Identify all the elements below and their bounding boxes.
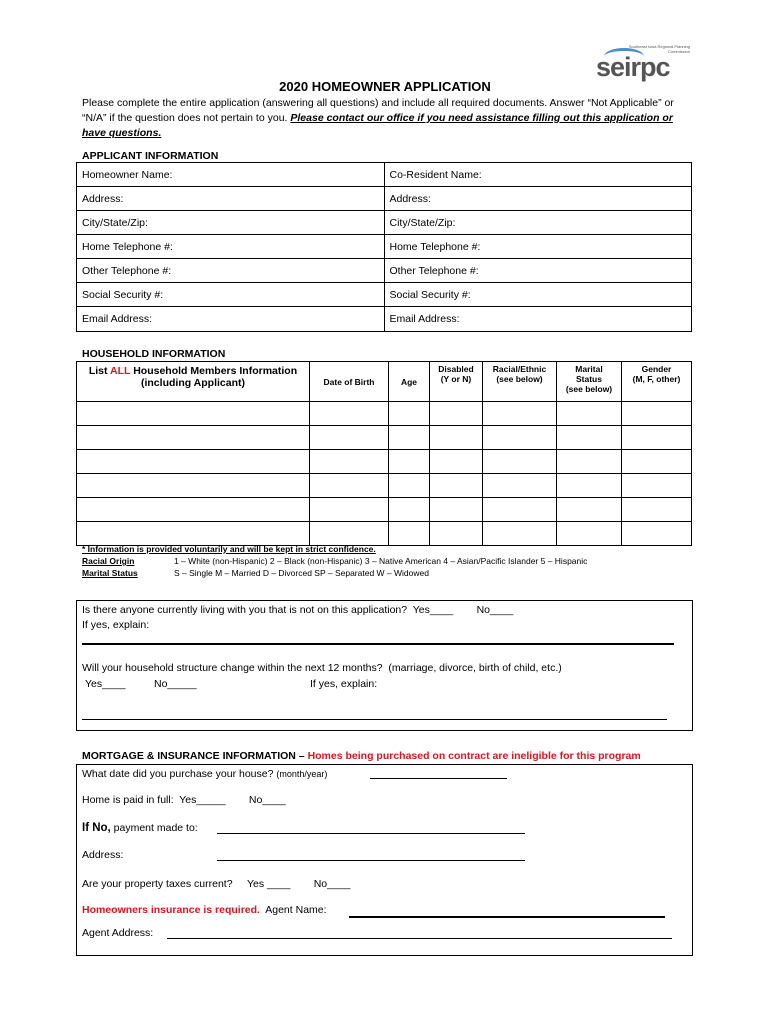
agent-address-line[interactable] — [167, 938, 672, 939]
page-title: 2020 HOMEOWNER APPLICATION — [279, 79, 491, 94]
agent-name-line[interactable] — [349, 916, 665, 918]
col-race-l1: Racial/Ethnic — [492, 364, 547, 374]
household-cell[interactable] — [77, 402, 310, 426]
household-cell[interactable] — [483, 498, 557, 522]
co-resident-field[interactable]: Address: — [384, 187, 692, 211]
mortgage-heading-text: MORTGAGE & INSURANCE INFORMATION – — [82, 750, 305, 762]
household-cell[interactable] — [483, 474, 557, 498]
if-no-label: If No, — [82, 822, 111, 834]
household-cell[interactable] — [557, 498, 622, 522]
applicant-row — [77, 163, 692, 187]
payment-made-to-label — [82, 822, 198, 834]
homeowner-field[interactable]: Social Security #: — [77, 283, 385, 307]
household-cell[interactable] — [622, 522, 692, 546]
household-cell[interactable] — [77, 450, 310, 474]
q2-yes: Yes____ — [85, 678, 126, 690]
household-notes — [82, 543, 587, 579]
household-cell[interactable] — [622, 498, 692, 522]
col-marital-l3: (see below) — [565, 384, 613, 394]
applicant-table — [76, 162, 692, 332]
agent-name-label: Agent Name: — [265, 904, 327, 916]
col-age: Age — [389, 362, 430, 402]
household-cell[interactable] — [430, 474, 483, 498]
logo-tagline: Southeast Iowa Regional Planning Commission — [628, 44, 690, 54]
voluntary-note: * Information is provided voluntarily and will be kept in strict confidence. — [82, 544, 376, 554]
col-disabled-l1: Disabled — [438, 364, 474, 374]
payee-address-line[interactable] — [217, 860, 525, 861]
mortgage-heading-warning: Homes being purchased on contract are ineligible for this program — [307, 750, 641, 762]
household-cell[interactable] — [310, 498, 389, 522]
applicant-row — [77, 211, 692, 235]
intro-text: Please complete the entire application (answering all questions) and include all required documents. Answer “Not Applicable” or “N/A” if the question does not pertain to you. — [82, 97, 674, 124]
household-cell[interactable] — [622, 474, 692, 498]
applicant-row — [77, 283, 692, 307]
household-cell[interactable] — [77, 498, 310, 522]
household-cell[interactable] — [557, 450, 622, 474]
col-members-info: Household Members Information — [133, 365, 298, 377]
marital-status-values: S – Single M – Married D – Divorced SP – Separated W – Widowed — [174, 568, 429, 578]
logo-wordmark: seirpc — [596, 52, 670, 82]
q2-structure-change: Will your household structure change within the next 12 months? (marriage, divorce, birth of child, etc.) — [82, 662, 562, 674]
col-members-list: List — [88, 365, 108, 377]
agent-address-label: Agent Address: — [82, 927, 154, 939]
payment-made-to-line[interactable] — [217, 833, 525, 834]
household-cell[interactable] — [430, 426, 483, 450]
household-cell[interactable] — [310, 402, 389, 426]
col-members-incl: (including Applicant) — [140, 377, 245, 389]
household-cell[interactable] — [310, 450, 389, 474]
household-member-row — [77, 450, 692, 474]
household-cell[interactable] — [622, 450, 692, 474]
household-cell[interactable] — [483, 522, 557, 546]
col-dob: Date of Birth — [310, 362, 389, 402]
col-gender-l2: (M, F, other) — [632, 374, 681, 384]
homeowner-field[interactable]: Other Telephone #: — [77, 259, 385, 283]
household-cell[interactable] — [389, 498, 430, 522]
household-member-row — [77, 474, 692, 498]
household-cell[interactable] — [557, 402, 622, 426]
payment-made-to-text: payment made to: — [110, 822, 198, 834]
household-cell[interactable] — [310, 426, 389, 450]
household-cell[interactable] — [430, 522, 483, 546]
col-marital-l2: Status — [576, 374, 602, 384]
purchase-date-line[interactable] — [370, 778, 507, 779]
household-cell[interactable] — [430, 498, 483, 522]
col-members — [77, 362, 310, 402]
household-cell[interactable] — [483, 426, 557, 450]
racial-origin-values: 1 – White (non-Hispanic) 2 – Black (non-Hispanic) 3 – Native American 4 – Asian/Pacific Islander 5 – Hispanic — [174, 556, 588, 566]
household-cell[interactable] — [557, 426, 622, 450]
q1-explain-label: If yes, explain: — [82, 619, 150, 631]
household-cell[interactable] — [310, 474, 389, 498]
col-disabled-l2: (Y or N) — [440, 374, 472, 384]
homeowner-field[interactable]: Homeowner Name: — [77, 163, 385, 187]
household-cell[interactable] — [77, 522, 310, 546]
co-resident-field[interactable]: Social Security #: — [384, 283, 692, 307]
taxes-current: Are your property taxes current? Yes ____ No____ — [82, 878, 351, 890]
q2-no: No_____ — [154, 678, 197, 690]
household-cell[interactable] — [77, 474, 310, 498]
purchase-date-hint: (month/year) — [276, 769, 328, 779]
household-member-row — [77, 402, 692, 426]
occupancy-box — [76, 600, 693, 731]
col-gender-l1: Gender — [641, 364, 672, 374]
q1-explain-line[interactable] — [82, 643, 674, 645]
co-resident-field[interactable]: City/State/Zip: — [384, 211, 692, 235]
purchase-date-label — [82, 768, 327, 780]
household-cell[interactable] — [389, 450, 430, 474]
mortgage-heading — [82, 750, 641, 762]
household-cell[interactable] — [483, 450, 557, 474]
q1-anyone-living: Is there anyone currently living with you that is not on this application? Yes____ No____ — [82, 604, 514, 616]
household-member-row — [77, 498, 692, 522]
homeowner-field[interactable]: Home Telephone #: — [77, 235, 385, 259]
applicant-row — [77, 187, 692, 211]
insurance-required: Homeowners insurance is required. — [82, 904, 260, 916]
col-race — [483, 362, 557, 402]
household-member-row — [77, 426, 692, 450]
applicant-row — [77, 307, 692, 332]
household-cell[interactable] — [557, 474, 622, 498]
household-cell[interactable] — [557, 522, 622, 546]
household-cell[interactable] — [389, 402, 430, 426]
applicant-row — [77, 259, 692, 283]
household-cell[interactable] — [622, 402, 692, 426]
household-cell[interactable] — [389, 426, 430, 450]
col-members-all: ALL — [110, 365, 131, 377]
co-resident-field[interactable]: Co-Resident Name: — [384, 163, 692, 187]
household-table — [76, 361, 692, 546]
household-cell[interactable] — [77, 426, 310, 450]
household-cell[interactable] — [430, 450, 483, 474]
marital-status-label: Marital Status — [82, 568, 138, 578]
household-cell[interactable] — [483, 402, 557, 426]
homeowner-field[interactable]: City/State/Zip: — [77, 211, 385, 235]
q2-explain-line[interactable] — [82, 719, 667, 720]
household-cell[interactable] — [622, 426, 692, 450]
household-cell[interactable] — [310, 522, 389, 546]
household-member-row — [77, 522, 692, 546]
mortgage-box — [76, 764, 693, 956]
payee-address-label: Address: — [82, 849, 124, 861]
intro-emphasis: Please contact our office if you need assistance filling out this application or have questions. — [82, 112, 673, 139]
applicant-row — [77, 235, 692, 259]
insurance-row — [82, 904, 327, 916]
applicant-heading: APPLICANT INFORMATION — [82, 150, 219, 162]
col-gender — [622, 362, 692, 402]
col-race-l2: (see below) — [496, 374, 543, 384]
homeowner-field[interactable]: Address: — [77, 187, 385, 211]
col-marital-l1: Marital — [575, 364, 603, 374]
household-heading: HOUSEHOLD INFORMATION — [82, 348, 226, 360]
col-marital — [557, 362, 622, 402]
homeowner-field[interactable]: Email Address: — [77, 307, 385, 332]
co-resident-field[interactable]: Home Telephone #: — [384, 235, 692, 259]
racial-origin-label: Racial Origin — [82, 556, 135, 566]
intro-paragraph — [82, 96, 692, 141]
col-disabled — [430, 362, 483, 402]
paid-in-full: Home is paid in full: Yes_____ No____ — [82, 794, 286, 806]
household-cell[interactable] — [430, 402, 483, 426]
household-cell[interactable] — [389, 474, 430, 498]
co-resident-field[interactable]: Other Telephone #: — [384, 259, 692, 283]
purchase-date-text: What date did you purchase your house? — [82, 768, 274, 780]
q2-explain-label: If yes, explain: — [310, 678, 378, 690]
co-resident-field[interactable]: Email Address: — [384, 307, 692, 332]
household-cell[interactable] — [389, 522, 430, 546]
